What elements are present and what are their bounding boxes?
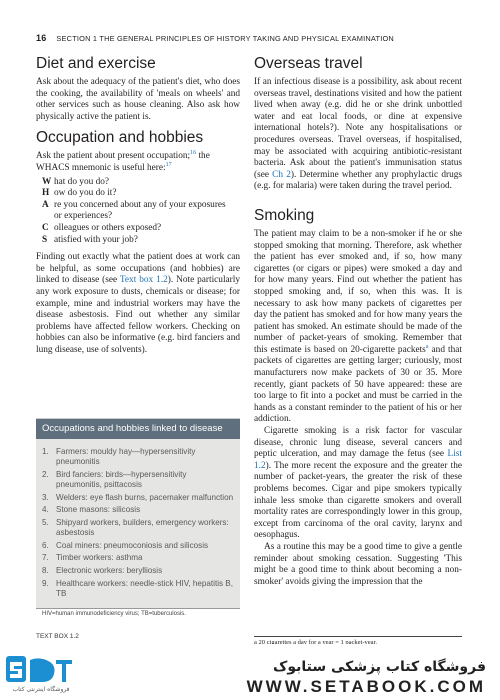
box-footnote: HIV=human immunodeficiency virus; TB=tuberculosis. [36, 608, 240, 619]
mnemonic-item: A re you concerned about any of your exposures [42, 199, 226, 210]
list-item: 2. Bird fanciers: birds—hypersensitivity pneumonitis, psittacosis [42, 469, 187, 489]
text-box-link[interactable]: Text box 1.2 [119, 275, 168, 286]
list-item: 5. Shipyard workers, builders, emergency workers: asbestosis [42, 517, 229, 538]
svg-text:فروشگاه اینترنتی کتاب: فروشگاه اینترنتی کتاب [12, 686, 70, 693]
occupation-paragraph: Finding out exactly what the patient does at work can be helpful, as some occupations (and hobbies) are linked to disease (see Text box 1.2). Note particularly any work exposure to dusts, chemicals or disease; for example, mine and industrial workers may have the disease asbestosis. Find out whether any similar problems have affected fellow workers. Checking on hobbies can also be informative (e.g. bird fanciers and lung disease, use of solvents). [36, 252, 240, 355]
running-header [36, 33, 466, 43]
diet-paragraph: Ask about the adequacy of the patient's diet, who does the cooking, the availability of 'meals on wheels' and other services such as house cleaning. Also ask how physically active the patient is. [36, 77, 240, 122]
occupation-intro: Ask the patient about present occupation;$^{16}$ the WHACS mnemonic is useful here:$^{17}$ [36, 150, 210, 173]
smoking-paragraph-2: Cigarette smoking is a risk factor for vascular disease, chronic lung disease, several cancers and peptic ulceration, and may damage the fetus (see List 1.2). The more recent the exposure and the greater the number of packet-years, the greater the risk of these problems becomes. Cigar and pipe smokers typically inhale less smoke than cigarette smokers and overall mortality rates are correspondingly lower in this group, except from carcinoma of the oral cavity, larynx and oesophagus. [254, 426, 462, 541]
diet-heading: Diet and exercise [36, 55, 156, 72]
list-item: 7. Timber workers: asthma [42, 553, 143, 563]
mnemonic-item: or experiences? [54, 211, 113, 222]
list-item: 3. Welders: eye flash burns, pacemaker malfunction [42, 492, 234, 502]
citation-16[interactable]: 16 [190, 150, 197, 157]
smoking-paragraph-3: As a routine this may be a good time to give a gentle reminder about smoking cessation. Suggesting 'This might be a good time to think about becoming a non-smoker' avoids giving the impression that the [254, 541, 462, 587]
occupation-heading: Occupation and hobbies [36, 129, 204, 147]
list-item: 8. Electronic workers: berylliosis [42, 566, 163, 576]
box-list [36, 439, 240, 608]
watermark-banner [0, 644, 500, 700]
right-column [254, 55, 462, 588]
list-item: 9. Healthcare workers: needle-stick HIV, hepatitis B, TB [42, 578, 233, 598]
smoking-paragraph-1: The patient may claim to be a non-smoker if he or she stopped smoking that morning. Therefore, ask whether the patient has ever smoked and, if so, how many cigarettes (or cigars or pipes) were smoked a day and for how many years. Find out whether the patient has stopped smoking and, if so, when this was. It is necessary to ask how many packets of cigarettes per day the patient has smoked and for how many years the patient has smoked. An estimate should be made of the number of packet-years of smoking. Remember that this estimate is based on 20-cigarette packets$^a$ and that packets of cigarettes are getting larger; curiously, most manufacturers now make packets of 30 or 35. More recently, giant packets of 50 have appeared: these are too large to fit into a pocket and must be carried in the hands as a constant reminder to the patient of his or her addiction. [254, 228, 463, 425]
page-footnote: a 20 cigarettes a day for a year = 1 packet-year. [254, 636, 462, 644]
whacs-mnemonic [36, 177, 240, 247]
box-title: Occupations and hobbies linked to disease [36, 419, 240, 439]
mnemonic-item: W hat do you do? [42, 176, 109, 187]
mnemonic-item: H ow do you do it? [42, 188, 117, 199]
text-box-label: TEXT BOX 1.2 [36, 633, 79, 640]
watermark-brand: فروشگاه کتاب پزشکی ستابوک [273, 659, 486, 675]
citation-17[interactable]: 17 [165, 161, 172, 168]
travel-heading: Overseas travel [254, 55, 363, 72]
list-item: 4. Stone masons: silicosis [42, 505, 141, 515]
travel-paragraph: If an infectious disease is a possibility, ask about recent overseas travel, destinations visited and how the patient lived when away (e.g. did he or she drink unbottled water and eat local foods, or dine at expensive international hotels?). Note any hospitalisations or procedures overseas. Travel overseas, if hospitalised, may be associated with acquiring antibiotic-resistant bacteria. Ask about the patient's immunisation status (see Ch 2). Determine whether any prophylactic drugs (e.g. for malaria) were taken during the travel period. [254, 77, 462, 192]
text-box-1-2 [36, 418, 240, 619]
list-item: 1. Farmers: mouldy hay—hypersensitivity pneumonitis [42, 447, 196, 467]
page-number: 16 [36, 33, 47, 43]
smoking-heading: Smoking [254, 206, 315, 224]
list-link[interactable]: List 1.2 [254, 449, 462, 471]
left-column [36, 55, 240, 362]
mnemonic-item: C olleagues or others exposed? [42, 222, 162, 233]
list-item: 6. Coal miners: pneumoconiosis and silicosis [42, 540, 209, 550]
chapter-link[interactable]: Ch 2 [272, 169, 291, 180]
watermark-url: WWW.SETABOOK.COM [246, 677, 486, 696]
setabook-logo [6, 654, 76, 694]
footnote-ref[interactable]: a [425, 343, 429, 350]
mnemonic-item: S atisfied with your job? [42, 234, 138, 245]
section-title: SECTION 1 THE GENERAL PRINCIPLES OF HISTORY TAKING AND PHYSICAL EXAMINATION [56, 34, 394, 43]
